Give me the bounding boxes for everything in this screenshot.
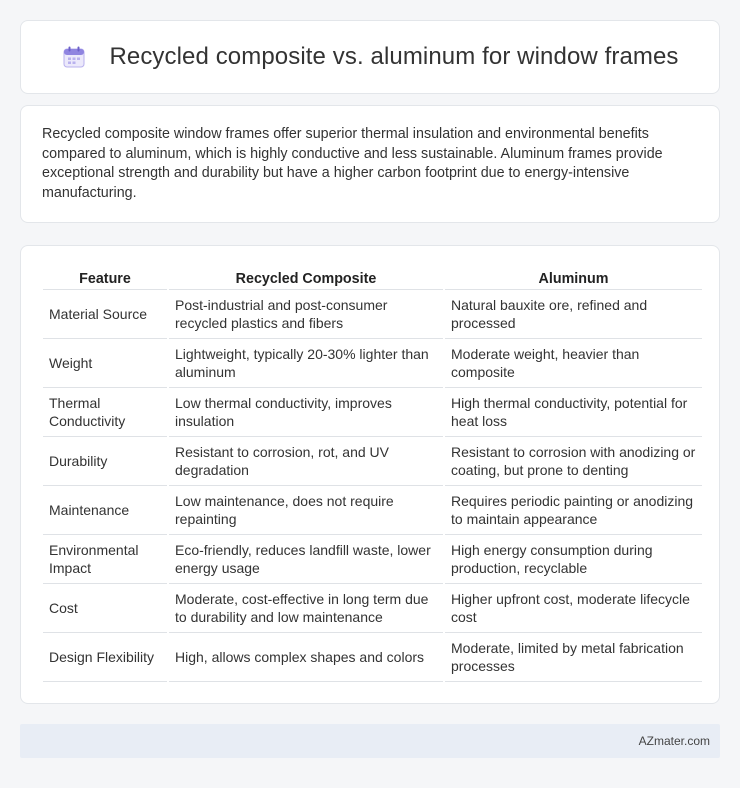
composite-cell: High, allows complex shapes and colors	[169, 633, 443, 682]
table-row	[43, 290, 702, 339]
composite-cell: Resistant to corrosion, rot, and UV degradation	[169, 437, 443, 486]
feature-cell: Durability	[43, 437, 167, 486]
composite-cell: Low thermal conductivity, improves insulation	[169, 388, 443, 437]
composite-cell: Post-industrial and post-consumer recycled plastics and fibers	[169, 290, 443, 339]
summary-text: Recycled composite window frames offer superior thermal insulation and environmental benefits compared to aluminum, which is highly conductive and less sustainable. Aluminum frames provide exceptional strength and durability but have a higher carbon footprint due to energy-intensive manufacturing.	[42, 126, 663, 201]
feature-cell: Environmental Impact	[43, 535, 167, 584]
aluminum-cell: Resistant to corrosion with anodizing or coating, but prone to denting	[445, 437, 702, 486]
feature-cell: Cost	[43, 584, 167, 633]
composite-cell: Low maintenance, does not require repainting	[169, 486, 443, 535]
footer-bar	[20, 724, 720, 758]
aluminum-cell: High energy consumption during production, recyclable	[445, 535, 702, 584]
feature-cell: Maintenance	[43, 486, 167, 535]
feature-cell: Weight	[43, 339, 167, 388]
header-card	[20, 20, 720, 94]
composite-cell: Eco-friendly, reduces landfill waste, lower energy usage	[169, 535, 443, 584]
header-recycled-composite: Recycled Composite	[169, 268, 443, 290]
aluminum-cell: Requires periodic painting or anodizing to maintain appearance	[445, 486, 702, 535]
table-row	[43, 339, 702, 388]
header-feature: Feature	[43, 268, 167, 290]
feature-cell: Design Flexibility	[43, 633, 167, 682]
table-row	[43, 535, 702, 584]
feature-cell: Thermal Conductivity	[43, 388, 167, 437]
comparison-table	[41, 268, 704, 682]
table-row	[43, 584, 702, 633]
composite-cell: Lightweight, typically 20-30% lighter than aluminum	[169, 339, 443, 388]
page-title: Recycled composite vs. aluminum for window frames	[109, 43, 679, 70]
feature-cell: Material Source	[43, 290, 167, 339]
comparison-table-card	[20, 245, 720, 704]
calendar-icon	[61, 44, 87, 70]
aluminum-cell: High thermal conductivity, potential for heat loss	[445, 388, 702, 437]
table-row	[43, 633, 702, 682]
header-aluminum: Aluminum	[445, 268, 702, 290]
aluminum-cell: Moderate, limited by metal fabrication processes	[445, 633, 702, 682]
table-row	[43, 486, 702, 535]
aluminum-cell: Moderate weight, heavier than composite	[445, 339, 702, 388]
table-row	[43, 437, 702, 486]
aluminum-cell: Higher upfront cost, moderate lifecycle cost	[445, 584, 702, 633]
table-header-row	[43, 268, 702, 290]
composite-cell: Moderate, cost-effective in long term due to durability and low maintenance	[169, 584, 443, 633]
aluminum-cell: Natural bauxite ore, refined and processed	[445, 290, 702, 339]
footer-site-link[interactable]: AZmater.com	[638, 734, 710, 748]
table-row	[43, 388, 702, 437]
summary-card	[20, 105, 720, 223]
